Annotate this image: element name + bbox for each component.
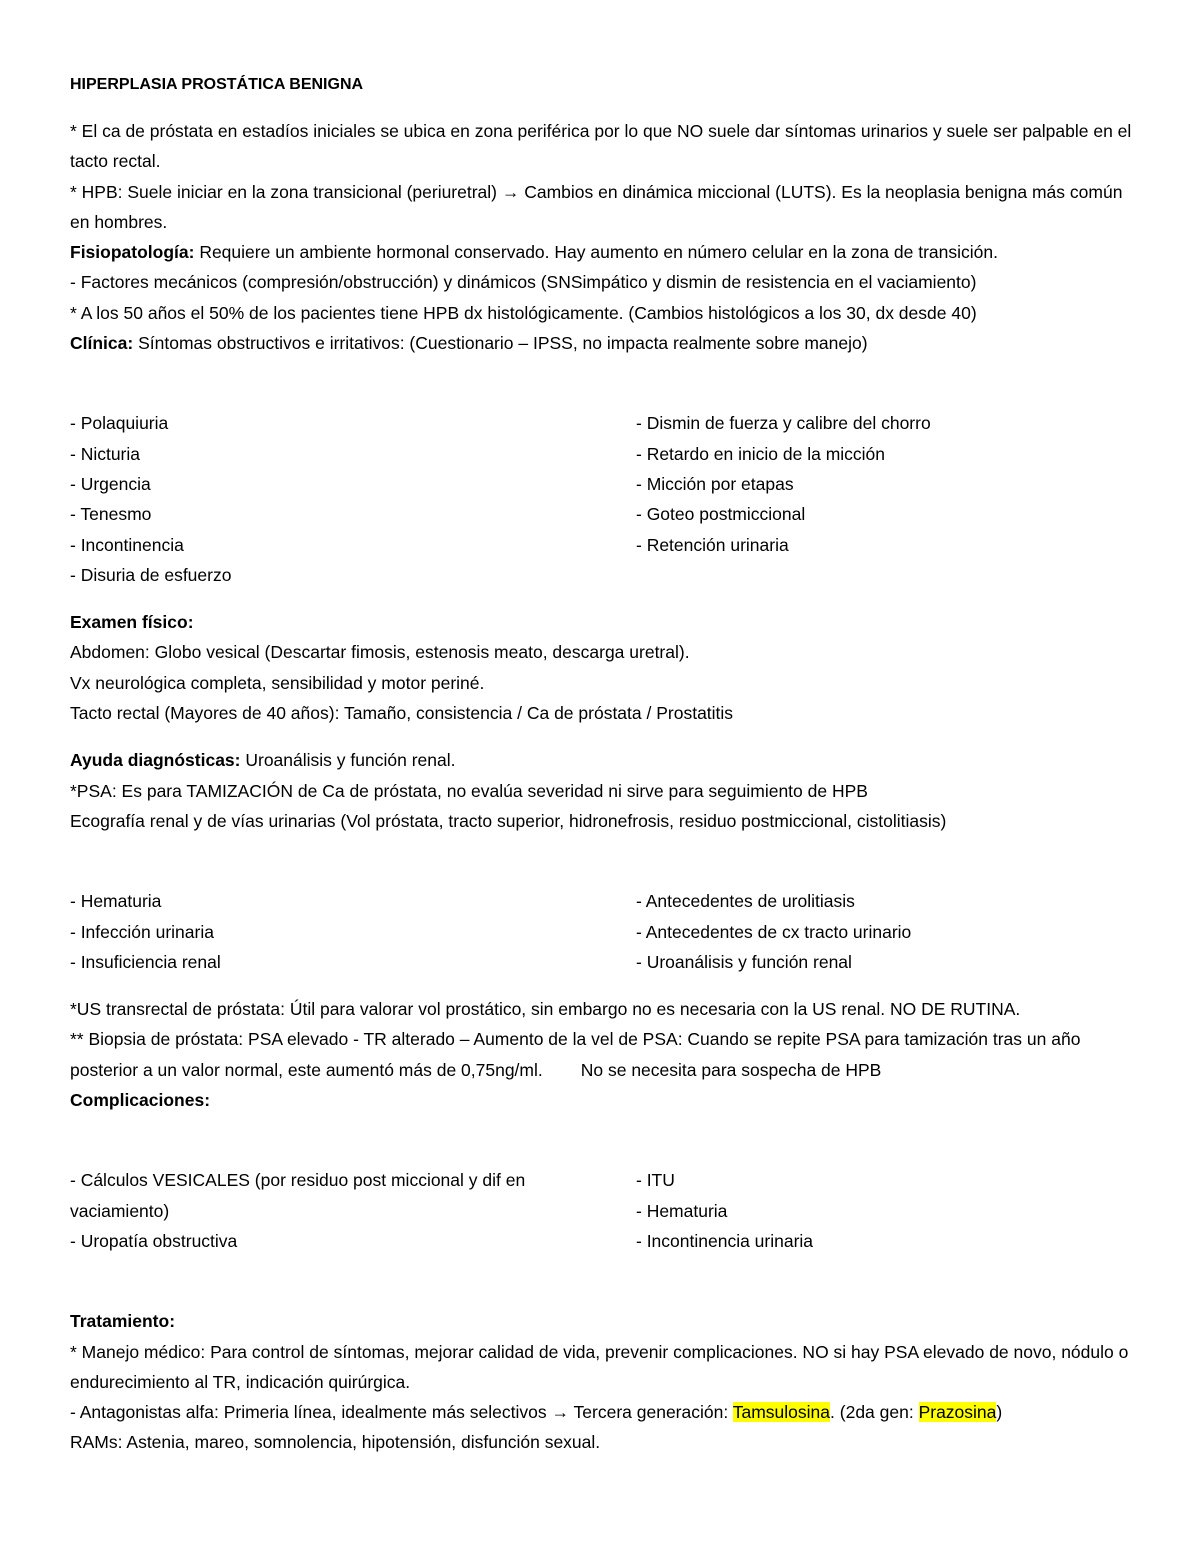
list-item: - Micción por etapas bbox=[636, 473, 794, 494]
intro-paragraph-hpb: * HPB: Suele iniciar en la zona transicional (periuretral) → Cambios en dinámica miccional (LUTS). Es la neoplasia benigna más común en hombres. bbox=[70, 181, 1123, 232]
antagonistas-mid-text: . (2da gen: bbox=[830, 1402, 919, 1423]
biopsia-note: No se necesita para sospecha de HPB bbox=[580, 1059, 882, 1080]
symptoms-irritative-column bbox=[70, 408, 636, 590]
fisiopatologia-factors: - Factores mecánicos (compresión/obstrucción) y dinámicos (SNSimpático y dismin de resistencia en el vaciamiento) bbox=[70, 272, 977, 293]
ecografia-left-column bbox=[70, 886, 636, 977]
ayuda-ecografia: Ecografía renal y de vías urinarias (Vol próstata, tracto superior, hidronefrosis, residuo postmiccional, cistolitiasis) bbox=[70, 810, 947, 831]
tratamiento-manejo-medico: * Manejo médico: Para control de síntomas, mejorar calidad de vida, prevenir complicaciones. NO si hay PSA elevado de novo, nódulo o endurecimiento al TR, indicación quirúrgica. bbox=[70, 1341, 1129, 1392]
list-item: - Uropatía obstructiva bbox=[70, 1230, 238, 1251]
fisiopatologia-label: Fisiopatología: bbox=[70, 242, 195, 263]
biopsia-paragraph bbox=[70, 1024, 1140, 1085]
clinica-paragraph bbox=[70, 328, 1140, 358]
complicaciones-heading: Complicaciones: bbox=[70, 1090, 211, 1111]
list-item: - Cálculos VESICALES (por residuo post miccional y dif en vaciamiento) bbox=[70, 1170, 526, 1221]
list-item: - Polaquiuria bbox=[70, 413, 169, 434]
list-item: - Urgencia bbox=[70, 473, 151, 494]
drug-tamsulosina: Tamsulosina bbox=[732, 1402, 831, 1423]
symptoms-list bbox=[70, 408, 1140, 590]
list-item: - Goteo postmiccional bbox=[636, 504, 806, 525]
list-item: - Disuria de esfuerzo bbox=[70, 564, 232, 585]
list-item: - Antecedentes de cx tracto urinario bbox=[636, 921, 912, 942]
list-item: - Retardo en inicio de la micción bbox=[636, 443, 886, 464]
tratamiento-heading: Tratamiento: bbox=[70, 1311, 176, 1332]
ayuda-text: Uroanálisis y función renal. bbox=[240, 750, 456, 771]
ayuda-psa: *PSA: Es para TAMIZACIÓN de Ca de próstata, no evalúa severidad ni sirve para seguimiento de HPB bbox=[70, 780, 868, 801]
us-transrectal-paragraph: *US transrectal de próstata: Útil para valorar vol prostático, sin embargo no es necesaria con la US renal. NO DE RUTINA. bbox=[70, 999, 1021, 1020]
clinica-text: Síntomas obstructivos e irritativos: (Cuestionario – IPSS, no impacta realmente sobre manejo) bbox=[133, 333, 868, 354]
document-title: HIPERPLASIA PROSTÁTICA BENIGNA bbox=[70, 76, 364, 93]
ecografia-indications-list bbox=[70, 886, 1140, 977]
examen-neurologica: Vx neurológica completa, sensibilidad y motor periné. bbox=[70, 672, 485, 693]
list-item: - Infección urinaria bbox=[70, 921, 214, 942]
list-item: - Hematuria bbox=[636, 1200, 728, 1221]
list-item: - Dismin de fuerza y calibre del chorro bbox=[636, 413, 931, 434]
ayuda-paragraph bbox=[70, 745, 1140, 775]
list-item: - ITU bbox=[636, 1170, 675, 1191]
antagonistas-text: - Antagonistas alfa: Primeria línea, idealmente más selectivos → Tercera generación: bbox=[70, 1402, 733, 1423]
list-item: - Incontinencia urinaria bbox=[636, 1230, 814, 1251]
list-item: - Incontinencia bbox=[70, 534, 184, 555]
ecografia-right-column bbox=[636, 886, 1140, 977]
list-item: - Retención urinaria bbox=[636, 534, 789, 555]
intro-paragraph-ca: * El ca de próstata en estadíos iniciales se ubica en zona periférica por lo que NO suele dar síntomas urinarios y suele ser palpable en el tacto rectal. bbox=[70, 121, 1132, 172]
list-item: - Uroanálisis y función renal bbox=[636, 951, 852, 972]
ayuda-label: Ayuda diagnósticas: bbox=[70, 750, 241, 771]
complicaciones-right-column bbox=[636, 1165, 1140, 1256]
list-item: - Nicturia bbox=[70, 443, 141, 464]
fisiopatologia-paragraph bbox=[70, 237, 1140, 267]
list-item: - Hematuria bbox=[70, 891, 162, 912]
document-page bbox=[70, 70, 1140, 1458]
drug-prazosina: Prazosina bbox=[918, 1402, 997, 1423]
list-item: - Antecedentes de urolitiasis bbox=[636, 891, 855, 912]
list-item: - Tenesmo bbox=[70, 504, 152, 525]
complicaciones-list bbox=[70, 1165, 1140, 1256]
symptoms-obstructive-column bbox=[636, 408, 1140, 590]
fisiopatologia-text: Requiere un ambiente hormonal conservado. Hay aumento en número celular en la zona de transición. bbox=[194, 242, 998, 263]
examen-abdomen: Abdomen: Globo vesical (Descartar fimosis, estenosis meato, descarga uretral). bbox=[70, 642, 690, 663]
complicaciones-left-column bbox=[70, 1165, 636, 1256]
tratamiento-rams: RAMs: Astenia, mareo, somnolencia, hipotensión, disfunción sexual. bbox=[70, 1432, 601, 1453]
examen-fisico-heading: Examen físico: bbox=[70, 612, 194, 633]
fisiopatologia-stats: * A los 50 años el 50% de los pacientes tiene HPB dx histológicamente. (Cambios histológicos a los 30, dx desde 40) bbox=[70, 302, 977, 323]
examen-tacto-rectal: Tacto rectal (Mayores de 40 años): Tamaño, consistencia / Ca de próstata / Prostatitis bbox=[70, 703, 734, 724]
list-item: - Insuficiencia renal bbox=[70, 951, 221, 972]
biopsia-text: ** Biopsia de próstata: PSA elevado - TR alterado – Aumento de la vel de PSA: Cuando se repite PSA para tamización tras un año posterior a un valor normal, este aumentó más de 0,75ng/ml. bbox=[70, 1029, 1081, 1080]
tratamiento-antagonistas bbox=[70, 1397, 1140, 1427]
antagonistas-close-text: ) bbox=[996, 1402, 1003, 1423]
clinica-label: Clínica: bbox=[70, 333, 134, 354]
